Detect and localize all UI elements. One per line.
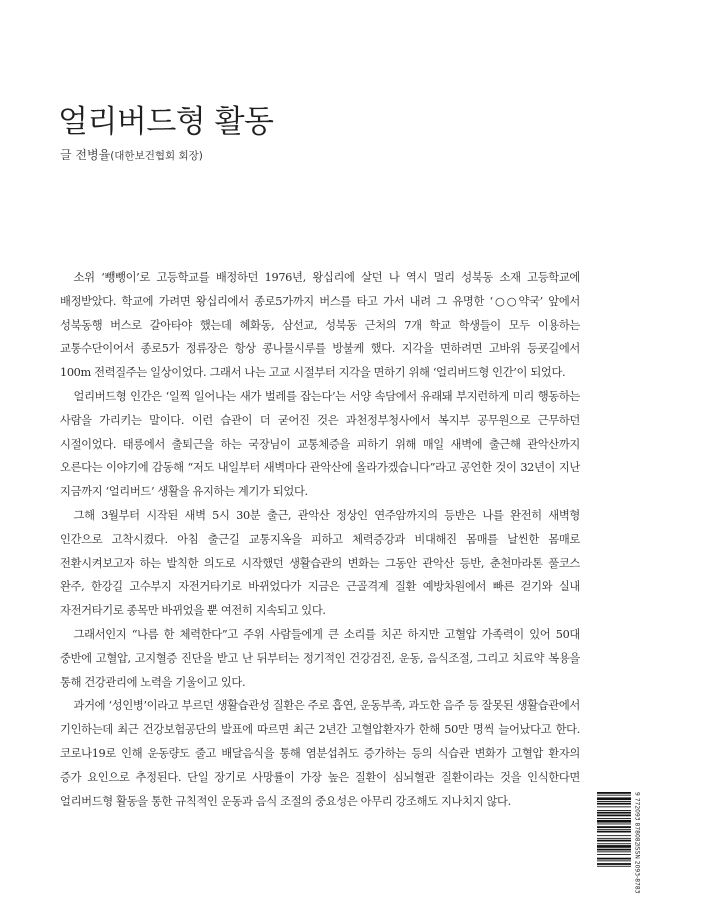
article-body <box>60 266 580 813</box>
issn-barcode <box>597 792 643 894</box>
article-title: 얼리버드형 활동 <box>58 104 274 140</box>
byline-author: 글 전병율 <box>60 148 111 162</box>
paragraph-4: 그래서인지 “나름 한 체력한다”고 주위 사람들에게 큰 소리를 치곤 하지만 고혈압 가족력이 있어 50대 중반에 고혈압, 고지혈증 진단을 받고 난 뒤부터는 정기적인 건강검진, 운동, 음식조절, 그리고 치료약 복용을 통해 건강관리에 노력을 기울이고 있다. <box>60 627 580 689</box>
barcode-bars <box>597 792 631 888</box>
issn-text <box>631 792 643 894</box>
paragraph-2: 얼리버드형 인간은 ‘일찍 일어나는 새가 벌레를 잡는다’는 서양 속담에서 유래돼 부지런하게 미리 행동하는 사람을 가리키는 말이다. 이런 습관이 더 굳어진 것은 과천정부청사에서 복지부 공무원으로 근무하던 시절이었다. 태릉에서 출퇴근을 하는 국장님이 교통체증을 피하기 위해 매일 새벽에 출근해 관악산까지 오른다는 이야기에 감동해 “저도 내일부터 새벽마다 관악산에 올라가겠습니다”라고 공언한 것이 32년이 지난 지금까지 ‘얼리버드’ 생활을 유지하는 계기가 되었다. <box>60 389 580 499</box>
byline <box>60 146 203 163</box>
issn-label: ISSN 2093-8783 <box>633 845 641 894</box>
paragraph-1: 소위 ‘뺑뺑이’로 고등학교를 배정하던 1976년, 왕십리에 살던 나 역시 멀리 성북동 소재 고등학교에 배정받았다. 학교에 가려면 왕십리에서 종로5가까지 버스를 타고 가서 내려 그 유명한 ‘○○약국’ 앞에서 성북동행 버스로 갈아타야 했는데 혜화동, 삼선교, 성북동 근처의 7개 학교 학생들이 모두 이용하는 교통수단이어서 종로5가 정류장은 항상 콩나물시루를 방불케 했다. 지각을 면하려면 고바위 등굣길에서 100m 전력질주는 일상이었다. 그래서 나는 고교 시절부터 지각을 면하기 위해 ‘얼리버드형 인간’이 되었다. <box>60 271 580 380</box>
paragraph-5: 과거에 ‘성인병’이라고 부르던 생활습관성 질환은 주로 흡연, 운동부족, 과도한 음주 등 잘못된 생활습관에서 기인하는데 최근 건강보험공단의 발표에 따르면 최근 2년간 고혈압환자가 한해 50만 명씩 늘어났다고 한다. 코로나19로 인해 운동량도 줄고 배달음식을 통해 염분섭취도 증가하는 등의 식습관 변화가 고혈압 환자의 증가 요인으로 추정된다. 단일 장기로 사망률이 가장 높은 질환이 심뇌혈관 질환이라는 것을 인식한다면 얼리버드형 활동을 통한 규칙적인 운동과 음식 조절의 중요성은 아무리 강조해도 지나치지 않다. <box>60 699 580 808</box>
barcode-number: 9 772093 878082 <box>633 792 641 846</box>
byline-affiliation: (대한보건협회 회장) <box>110 150 203 162</box>
paragraph-3: 그해 3월부터 시작된 새벽 5시 30분 출근, 관악산 정상인 연주암까지의 등반은 나를 완전히 새벽형 인간으로 고착시켰다. 아침 출근길 교통지옥을 피하고 체력증강과 비대해진 몸매를 날씬한 몸매로 전환시켜보고자 하는 발칙한 의도로 시작했던 생활습관의 변화는 그동안 관악산 등반, 춘천마라톤 풀코스 완주, 한강길 고수부지 자전거타기로 바뀌었다가 지금은 근골격계 질환 예방차원에서 빠른 걷기와 실내 자전거타기로 종목만 바뀌었을 뿐 여전히 지속되고 있다. <box>60 508 580 618</box>
